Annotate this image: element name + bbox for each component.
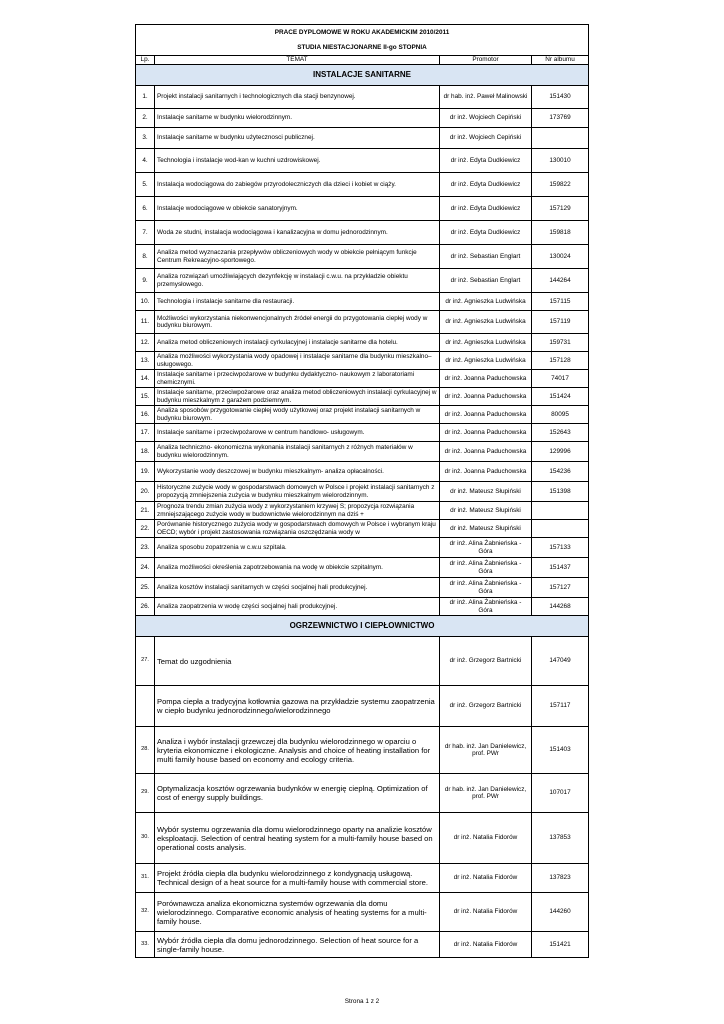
row-album-number: 157128	[532, 352, 589, 370]
row-number: 17.	[136, 424, 155, 442]
row-topic: Optymalizacja kosztów ogrzewania budynków w energię cieplną. Optimization of cost of energy supply buildings.	[155, 774, 440, 813]
row-album-number: 151398	[532, 482, 589, 502]
row-album-number: 151403	[532, 727, 589, 774]
row-promotor: dr inż. Sebastian Englart	[440, 269, 532, 293]
row-number: 23.	[136, 538, 155, 558]
row-promotor: dr inż. Joanna Paduchowska	[440, 462, 532, 482]
row-album-number: 147049	[532, 637, 589, 686]
table-row	[136, 598, 589, 616]
table-row	[136, 269, 589, 293]
table-row	[136, 893, 589, 932]
table-row	[136, 578, 589, 598]
table-row	[136, 502, 589, 520]
row-topic: Analiza zaopatrzenia w wodę części socjalnej hali produkcyjnej.	[155, 598, 440, 616]
table-row	[136, 932, 589, 958]
row-album-number: 159731	[532, 334, 589, 352]
row-number: 24.	[136, 558, 155, 578]
row-number	[136, 686, 155, 727]
row-album-number: 151421	[532, 932, 589, 958]
section-title: OGRZEWNICTWO I CIEPŁOWNICTWO	[136, 616, 589, 637]
row-number: 4.	[136, 149, 155, 173]
section-title: INSTALACJE SANITARNE	[136, 65, 589, 86]
column-header-lp: Lp.	[136, 56, 155, 65]
row-number: 26.	[136, 598, 155, 616]
row-number: 16.	[136, 406, 155, 424]
row-topic: Technologia i instalacje sanitarne dla restauracji.	[155, 293, 440, 311]
row-promotor: dr inż. Mateusz Słupiński	[440, 482, 532, 502]
row-album-number: 157119	[532, 311, 589, 334]
row-topic: Historyczne zużycie wody w gospodarstwach domowych w Polsce i projekt instalacji sanitarnych z propozycją zmniejszenia zużycia w budynku mieszkalnym wielorodzinnym.	[155, 482, 440, 502]
row-album-number: 152643	[532, 424, 589, 442]
row-promotor: dr inż. Agnieszka Ludwińska	[440, 293, 532, 311]
document-title: PRACE DYPLOMOWE W ROKU AKADEMICKIM 2010/2011	[136, 25, 589, 42]
table-row	[136, 334, 589, 352]
row-topic: Projekt źródła ciepła dla budynku wielorodzinnego z kondygnacją usługową. Technical design of a heat source for a multi-family house with commercial store.	[155, 864, 440, 893]
table-row	[136, 221, 589, 245]
row-album-number: 130024	[532, 245, 589, 269]
row-number: 1.	[136, 86, 155, 109]
row-promotor: dr inż. Grzegorz Bartnicki	[440, 637, 532, 686]
row-number: 28.	[136, 727, 155, 774]
row-topic: Instalacje sanitarne i przeciwpożarowe w budynku dydaktyczno- naukowym z laboratoriami chemicznymi.	[155, 370, 440, 388]
table-row	[136, 149, 589, 173]
row-number: 30.	[136, 813, 155, 864]
row-number: 18.	[136, 442, 155, 462]
row-promotor: dr inż. Edyta Dudkiewicz	[440, 173, 532, 197]
column-header-nr-albumu: Nr albumu	[532, 56, 589, 65]
row-number: 10.	[136, 293, 155, 311]
row-number: 29.	[136, 774, 155, 813]
row-promotor: dr inż. Edyta Dudkiewicz	[440, 197, 532, 221]
row-number: 20.	[136, 482, 155, 502]
row-number: 19.	[136, 462, 155, 482]
row-promotor: dr inż. Agnieszka Ludwińska	[440, 334, 532, 352]
row-number: 5.	[136, 173, 155, 197]
row-promotor: dr inż. Natalia Fidorów	[440, 864, 532, 893]
row-promotor: dr hab. inż. Jan Danielewicz, prof. PWr	[440, 774, 532, 813]
table-row	[136, 482, 589, 502]
table-row	[136, 442, 589, 462]
row-topic: Wybór systemu ogrzewania dla domu wielorodzinnego oparty na analizie kosztów eksploatacji. Selection of central heating system for a multi-family house based on operational costs analysis.	[155, 813, 440, 864]
row-topic: Możliwości wykorzystania niekonwencjonalnych źródeł energii do przygotowania ciepłej wody w budynku biurowym.	[155, 311, 440, 334]
row-promotor: dr inż. Natalia Fidorów	[440, 813, 532, 864]
row-album-number: 151430	[532, 86, 589, 109]
table-row	[136, 813, 589, 864]
row-album-number: 144264	[532, 269, 589, 293]
row-album-number: 157129	[532, 197, 589, 221]
row-topic: Prognoza trendu zmian zużycia wody z wykorzystaniem krzywej S; propozycja rozwiązania zmniejszającego zużycie wody w budownictwie wielorodzinnym na dziś +	[155, 502, 440, 520]
row-promotor: dr inż. Joanna Paduchowska	[440, 370, 532, 388]
table-row	[136, 197, 589, 221]
table-row	[136, 864, 589, 893]
row-promotor: dr inż. Natalia Fidorów	[440, 893, 532, 932]
table-row	[136, 774, 589, 813]
row-topic: Wybór źródła ciepła dla domu jednorodzinnego. Selection of heat source for a single-family house.	[155, 932, 440, 958]
row-topic: Analiza możliwości określenia zapotrzebowania na wodę w obiekcie szpitalnym.	[155, 558, 440, 578]
row-topic: Analiza i wybór instalacji grzewczej dla budynku wielorodzinnego w oparciu o kryteria ekonomiczne i ekologiczne. Analysis and choice of heating installation for multi family house based on economy and ecology criteria.	[155, 727, 440, 774]
row-topic: Instalacja wodociągowa do zabiegów przyrodoleczniczych dla dzieci i kobiet w ciąży.	[155, 173, 440, 197]
row-promotor: dr hab. inż. Jan Danielewicz, prof. PWr	[440, 727, 532, 774]
table-row	[136, 311, 589, 334]
table-row	[136, 370, 589, 388]
row-topic: Analiza kosztów instalacji sanitarnych w części socjalnej hali produkcyjnej.	[155, 578, 440, 598]
row-album-number: 129996	[532, 442, 589, 462]
row-number: 21.	[136, 502, 155, 520]
table-row	[136, 173, 589, 197]
row-topic: Porównawcza analiza ekonomiczna systemów ogrzewania dla domu wielorodzinnego. Comparative economic analysis of heating systems for a multi-family house.	[155, 893, 440, 932]
row-number: 2.	[136, 109, 155, 128]
row-promotor: dr inż. Agnieszka Ludwińska	[440, 352, 532, 370]
row-album-number: 107017	[532, 774, 589, 813]
row-number: 27.	[136, 637, 155, 686]
row-album-number	[532, 520, 589, 538]
row-promotor: dr inż. Edyta Dudkiewicz	[440, 149, 532, 173]
row-album-number: 157127	[532, 578, 589, 598]
row-promotor: dr inż. Mateusz Słupiński	[440, 520, 532, 538]
table-row	[136, 424, 589, 442]
row-album-number: 151424	[532, 388, 589, 406]
row-topic: Woda ze studni, instalacja wodociągowa i kanalizacyjna w domu jednorodzinnym.	[155, 221, 440, 245]
row-topic: Analiza techniczno- ekonomiczna wykonania instalacji sanitarnych z różnych materiałów w budynku wielorodzinnym.	[155, 442, 440, 462]
table-row	[136, 538, 589, 558]
row-promotor: dr inż. Wojciech Cepiński	[440, 109, 532, 128]
row-number: 13.	[136, 352, 155, 370]
row-topic: Pompa ciepła a tradycyjna kotłownia gazowa na przykładzie systemu zaopatrzenia w ciepło budynku jednorodzinnego/wielorodzinnego	[155, 686, 440, 727]
row-topic: Instalacje sanitarne, przeciwpożarowe oraz analiza metod obliczeniowych instalacji cyrkulacyjnej w budynku mieszkalnym z garażem podziemnym.	[155, 388, 440, 406]
row-promotor: dr inż. Grzegorz Bartnicki	[440, 686, 532, 727]
table-row	[136, 520, 589, 538]
row-album-number: 137853	[532, 813, 589, 864]
table-row	[136, 558, 589, 578]
column-header-promotor: Promotor	[440, 56, 532, 65]
row-topic: Temat do uzgodnienia	[155, 637, 440, 686]
row-album-number	[532, 502, 589, 520]
row-album-number: 137823	[532, 864, 589, 893]
row-number: 31.	[136, 864, 155, 893]
row-promotor: dr inż. Agnieszka Ludwińska	[440, 311, 532, 334]
row-album-number: 130010	[532, 149, 589, 173]
section-header-row	[136, 616, 589, 637]
row-number: 32.	[136, 893, 155, 932]
row-album-number: 173769	[532, 109, 589, 128]
row-album-number: 159818	[532, 221, 589, 245]
row-topic: Instalacje sanitarne w budynku użytecznosci publicznej.	[155, 128, 440, 149]
row-topic: Instalacje sanitarne w budynku wielorodzinnym.	[155, 109, 440, 128]
row-album-number: 159822	[532, 173, 589, 197]
row-number: 14.	[136, 370, 155, 388]
row-number: 22.	[136, 520, 155, 538]
table-row	[136, 293, 589, 311]
row-number: 12.	[136, 334, 155, 352]
row-number: 11.	[136, 311, 155, 334]
row-topic: Analiza rozwiązań umożliwiających dezynfekcję w instalacji c.w.u. na przykładzie obiektu przemysłowego.	[155, 269, 440, 293]
row-topic: Analiza metod obliczeniowych instalacji cyrkulacyjnej i instalacje sanitarne dla hotelu.	[155, 334, 440, 352]
row-promotor: dr inż. Mateusz Słupiński	[440, 502, 532, 520]
row-promotor: dr hab. inż. Paweł Malinowski	[440, 86, 532, 109]
row-album-number: 144260	[532, 893, 589, 932]
table-row	[136, 352, 589, 370]
row-album-number: 157117	[532, 686, 589, 727]
row-promotor: dr inż. Natalia Fidorów	[440, 932, 532, 958]
row-number: 25.	[136, 578, 155, 598]
row-topic: Instalacje wodociągowe w obiekcie sanatoryjnym.	[155, 197, 440, 221]
row-promotor: dr inż. Joanna Paduchowska	[440, 406, 532, 424]
row-number: 15.	[136, 388, 155, 406]
table-row	[136, 109, 589, 128]
row-promotor: dr inż. Alina Żabnieńska - Góra	[440, 598, 532, 616]
table-row	[136, 727, 589, 774]
row-number: 7.	[136, 221, 155, 245]
row-promotor: dr inż. Joanna Paduchowska	[440, 388, 532, 406]
section-header-row	[136, 65, 589, 86]
column-header-temat: TEMAT	[155, 56, 440, 65]
row-promotor: dr inż. Wojciech Cepiński	[440, 128, 532, 149]
row-number: 33.	[136, 932, 155, 958]
theses-table	[135, 24, 589, 958]
row-album-number: 151437	[532, 558, 589, 578]
row-promotor: dr inż. Alina Żabnieńska - Góra	[440, 578, 532, 598]
page-footer: Strona 1 z 2	[344, 998, 380, 1005]
row-album-number: 157133	[532, 538, 589, 558]
row-topic: Porównanie historycznego zużycia wody w gospodarstwach domowych w Polsce i wybranym kraju OECD; wybór i projekt zastosowania rozwiązania oszczędzania wody w	[155, 520, 440, 538]
row-album-number	[532, 128, 589, 149]
row-promotor: dr inż. Edyta Dudkiewicz	[440, 221, 532, 245]
row-topic: Analiza metod wyznaczania przepływów obliczeniowych wody w obiekcie pełniącym funkcje Centrum Rekreacyjno-sportowego.	[155, 245, 440, 269]
row-promotor: dr inż. Alina Żabnieńska - Góra	[440, 538, 532, 558]
row-topic: Technologia i instalacje wod-kan w kuchni uzdrowiskowej.	[155, 149, 440, 173]
row-album-number: 74017	[532, 370, 589, 388]
row-number: 8.	[136, 245, 155, 269]
row-number: 6.	[136, 197, 155, 221]
row-topic: Analiza sposobu zopatrzenia w c.w.u szpitala.	[155, 538, 440, 558]
row-promotor: dr inż. Joanna Paduchowska	[440, 424, 532, 442]
row-album-number: 80095	[532, 406, 589, 424]
table-row	[136, 686, 589, 727]
row-promotor: dr inż. Alina Żabnieńska - Góra	[440, 558, 532, 578]
row-promotor: dr inż. Sebastian Englart	[440, 245, 532, 269]
table-row	[136, 86, 589, 109]
table-row	[136, 462, 589, 482]
row-album-number: 144268	[532, 598, 589, 616]
table-row	[136, 388, 589, 406]
row-topic: Analiza możliwości wykorzystania wody opadowej i instalacje sanitarne dla budynku mieszkalno–usługowego.	[155, 352, 440, 370]
row-topic: Instalacje sanitarne i przeciwpożarowe w centrum handlowo- usługowym.	[155, 424, 440, 442]
row-topic: Projekt instalacji sanitarnych i technologicznych dla stacji benzynowej.	[155, 86, 440, 109]
row-promotor: dr inż. Joanna Paduchowska	[440, 442, 532, 462]
table-row	[136, 128, 589, 149]
row-number: 9.	[136, 269, 155, 293]
row-topic: Analiza sposobów przygotowanie ciepłej wody użytkowej oraz projekt instalacji sanitarnych w budynku biurowym.	[155, 406, 440, 424]
row-album-number: 157115	[532, 293, 589, 311]
row-number: 3.	[136, 128, 155, 149]
table-row	[136, 406, 589, 424]
table-row	[136, 245, 589, 269]
row-topic: Wykorzystanie wody deszczowej w budynku mieszkalnym- analiza opłacalności.	[155, 462, 440, 482]
document-subtitle: STUDIA NIESTACJONARNE II-go STOPNIA	[136, 41, 589, 56]
row-album-number: 154236	[532, 462, 589, 482]
table-row	[136, 637, 589, 686]
